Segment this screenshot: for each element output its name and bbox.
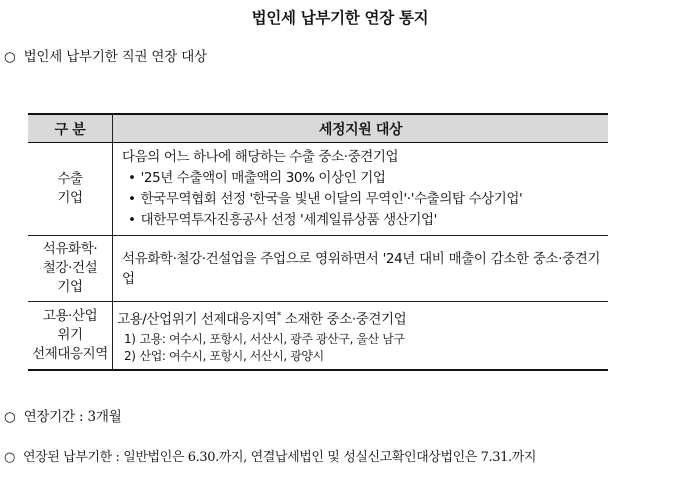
category-line: 수출 [57,171,83,187]
target-crisis-region [113,302,609,370]
industry-text: 석유화학·철강·건설업을 주업으로 영위하면서 '24년 대비 매출이 감소한 중소·중견기업 [122,250,600,287]
list-item: • 대한무역투자진흥공사 선정 '세계일류상품 생산기업' [128,210,600,231]
target-industry [113,236,609,302]
table-row-export [28,143,608,236]
section-period [4,405,122,425]
table-header-row [28,114,608,143]
circle-bullet-icon: ○ [4,450,15,465]
section-deadline [4,446,536,465]
export-lead: 다음의 어느 하나에 해당하는 수출 중소·중견기업 [122,149,399,165]
category-line: 석유화학· [42,241,98,257]
category-line: 기업 [57,279,83,295]
crisis-lead: 고용/산업위기 선제대응지역* 소재한 중소·중견기업 [117,311,407,328]
support-target-table [28,113,608,371]
category-industry [28,236,113,302]
section-deadline-text: 연장된 납부기한 : 일반법인은 6.30.까지, 연결납세법인 및 성실신고확인대상법인은 7.31.까지 [22,450,537,465]
category-line: 선제대응지역 [32,345,108,362]
list-item: • '25년 수출액이 매출액의 30% 이상인 기업 [128,168,600,189]
category-line: 기업 [57,190,83,206]
header-target: 세정지원 대상 [113,114,609,143]
header-category: 구 분 [28,114,113,143]
circle-bullet-icon: ○ [4,409,16,425]
note-industry: 2) 산업: 여수시, 포항시, 서산시, 광양시 [124,348,324,363]
target-export [113,143,609,236]
table-row-crisis-region [28,302,608,370]
circle-bullet-icon: ○ [4,49,16,65]
section-target-heading [4,45,207,65]
category-crisis-region [28,302,113,370]
section-period-text: 연장기간 : 3개월 [23,409,122,425]
table-row-industry [28,236,608,302]
page-title: 법인세 납부기한 연장 통지 [251,9,429,27]
category-line: 고용·산업 [42,307,98,324]
category-line: 위기 [57,326,83,343]
note-employment: 1) 고용: 여수시, 포항시, 서산시, 광주 광산구, 울산 남구 [124,331,405,346]
category-line: 철강·건설 [42,260,98,276]
category-export [28,143,113,236]
section-target-text: 법인세 납부기한 직권 연장 대상 [23,49,207,65]
list-item: • 한국무역협회 선정 '한국을 빛낸 이달의 무역인'·'수출의탑 수상기업' [128,189,600,210]
